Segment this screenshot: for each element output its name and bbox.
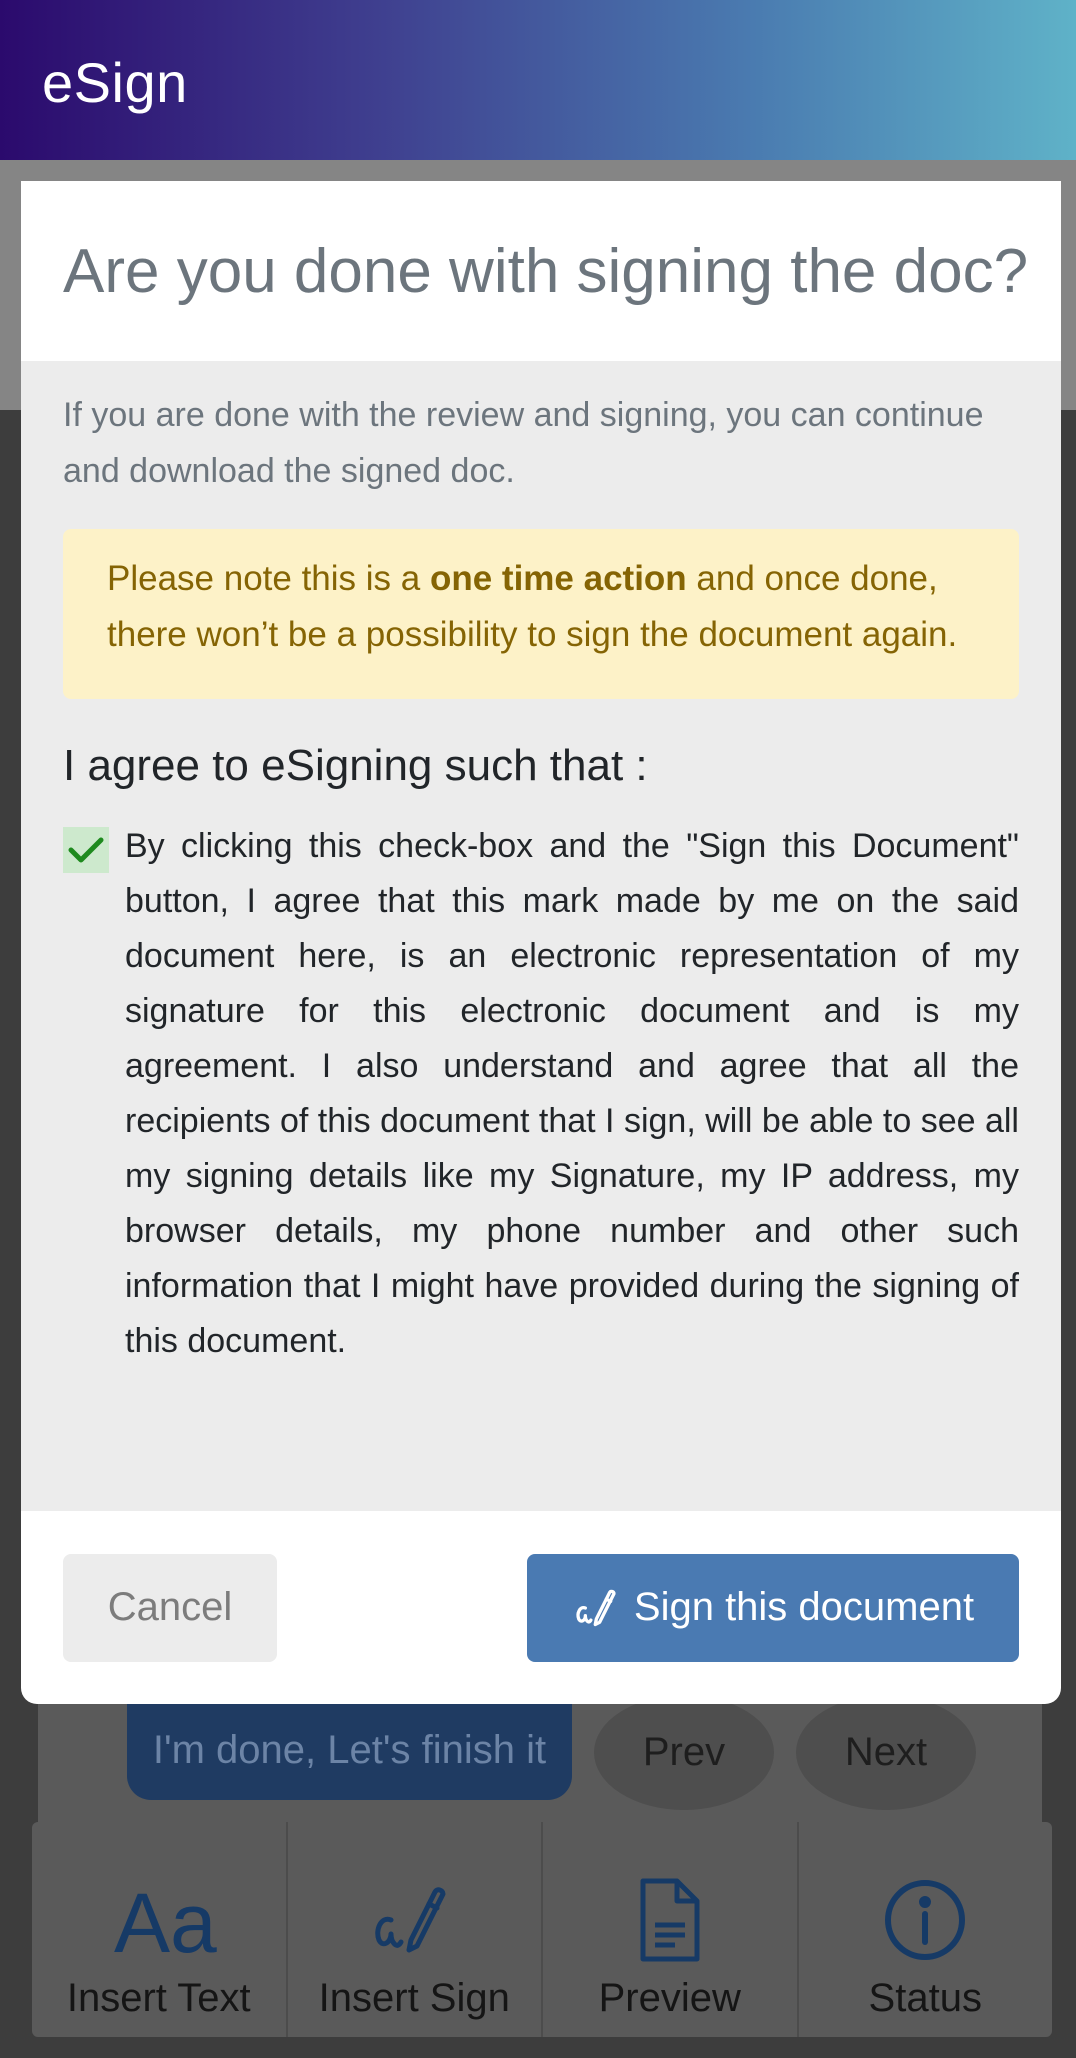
text-icon [113,1870,217,1970]
insert-text-tool[interactable] [32,1822,288,2037]
svg-text:Aa: Aa [113,1876,217,1970]
signature-icon [572,1586,624,1630]
insert-text-label: Insert Text [66,1976,251,2020]
bottom-toolbar [32,1822,1052,2037]
prev-button[interactable]: Prev [594,1695,774,1810]
preview-tool[interactable] [543,1822,799,2037]
app-header [0,0,1076,160]
modal-intro: If you are done with the review and signing, you can continue and download the signed doc. [63,396,984,490]
modal-footer [21,1511,1061,1704]
next-button[interactable]: Next [796,1695,976,1810]
preview-label: Preview [598,1976,741,2020]
confirm-sign-modal [21,181,1061,1704]
status-tool[interactable] [799,1822,1053,2037]
document-icon [635,1870,705,1970]
modal-header [21,181,1061,361]
insert-sign-tool[interactable] [288,1822,544,2037]
agree-heading: I agree to eSigning such that : [63,741,648,790]
cancel-button[interactable]: Cancel [63,1554,277,1662]
agreement-row [63,819,1019,1369]
modal-title: Are you done with signing the doc? [63,236,1029,306]
insert-sign-label: Insert Sign [318,1976,510,2020]
warning-note [63,529,1019,699]
agreement-checkbox[interactable] [63,827,109,873]
note-text-bold: one time action [429,559,687,598]
signature-icon [369,1870,459,1970]
status-label: Status [868,1976,982,2020]
note-text-before: Please note this is a [107,559,430,598]
finish-button[interactable]: I'm done, Let's finish it [127,1700,572,1800]
sign-document-button[interactable] [527,1554,1019,1662]
app-title: eSign [42,51,188,114]
sign-document-label: Sign this document [633,1585,975,1629]
modal-body [21,361,1061,1511]
agreement-text: By clicking this check-box and the "Sign this Document" button, I agree that this mark made by me on the said document here, is an electronic representation of my signature for this electronic document and is my agreement. I also understand and agree that all the recipients of this document that I sign, will be able to see all my signing details like my Signature, my IP address, my browser details, my phone number and other such information that I might have provided during the signing of this document. [125,827,1019,1360]
check-icon [67,835,105,865]
info-icon [883,1870,967,1970]
note-text-after: and once done, there won’t be a possibility to sign the document again. [107,559,958,654]
